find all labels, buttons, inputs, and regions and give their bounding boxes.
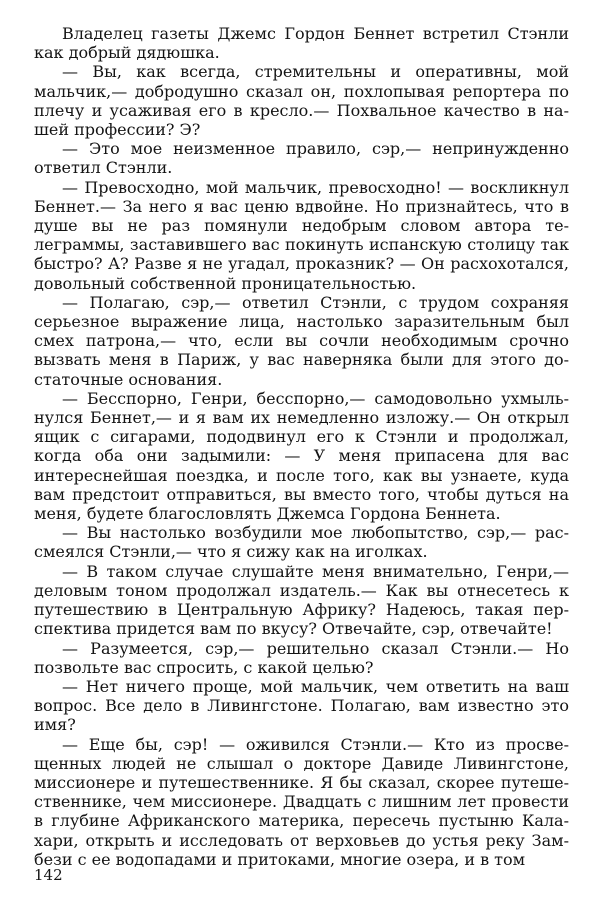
paragraph-5: — Полагаю, сэр,— ответил Стэнли, с трудом сохраняя серьезное выражение лица, настолько заразительным был смех патрона,— что, если вы сочли необходимым срочно вызвать меня в Париж, у вас наверняка были для этого достаточные основания. [34, 292, 569, 389]
paragraph-4: — Превосходно, мой мальчик, превосходно! — воскликнул Беннет.— За него я вас ценю вдвойне. Но признайтесь, что в душе вы не раз помянули недобрым словом автора телеграммы, заставившего вас покинуть испанскую столицу так быстро? А? Разве я не угадал, проказник? — Он расхохотался, довольный собственной проницательностью. [34, 177, 569, 293]
paragraph-3: — Это мое неизменное правило, сэр,— непринужденно ответил Стэнли. [34, 139, 569, 178]
paragraph-1: Владелец газеты Джемс Гордон Беннет встретил Стэнли как добрый дядюшка. [34, 24, 569, 63]
paragraph-2: — Вы, как всегда, стремительны и оперативны, мой мальчик,— добродушно сказал он, похлопывая репортера по плечу и усаживая его в кресло.— Похвальное качество в нашей профессии? Э? [34, 62, 569, 140]
page-body [34, 24, 569, 869]
paragraph-9: — Разумеется, сэр,— решительно сказал Стэнли.— Но позвольте вас спросить, с какой целью? [34, 638, 569, 677]
paragraph-11: — Еще бы, сэр! — оживился Стэнли.— Кто из просвещенных людей не слышал о докторе Давиде Ливингстоне, миссионере и путешественнике. Я бы сказал, скорее путешественнике, чем миссионере. Двадцать с лишним лет провести в глубине Африканского материка, пересечь пустыню Калахари, открыть и исследовать от верховьев до устья реку Замбези с ее водопадами и притоками, многие озера, и в том [34, 734, 569, 869]
paragraph-6: — Бесспорно, Генри, бесспорно,— самодовольно ухмыльнулся Беннет,— и я вам их немедленно изложу.— Он открыл ящик с сигарами, пододвинул его к Стэнли и продолжал, когда оба они задымили: — У меня припасена для вас интереснейшая поездка, и после того, как вы узнаете, куда вам предстоит отправиться, вы вместо того, чтобы дуться на меня, будете благословлять Джемса Гордона Беннета. [34, 388, 569, 524]
paragraph-7: — Вы настолько возбудили мое любопытство, сэр,— рассмеялся Стэнли,— что я сижу как на иголках. [34, 523, 569, 562]
paragraph-8: — В таком случае слушайте меня внимательно, Генри,— деловым тоном продолжал издатель.— Как вы отнесетесь к путешествию в Центральную Африку? Надеюсь, такая перспектива придется вам по вкусу? Отвечайте, сэр, отвечайте! [34, 561, 569, 639]
page-number: 142 [34, 866, 63, 884]
paragraph-10: — Нет ничего проще, мой мальчик, чем ответить на ваш вопрос. Все дело в Ливингстоне. Полагаю, вам известно это имя? [34, 676, 569, 735]
